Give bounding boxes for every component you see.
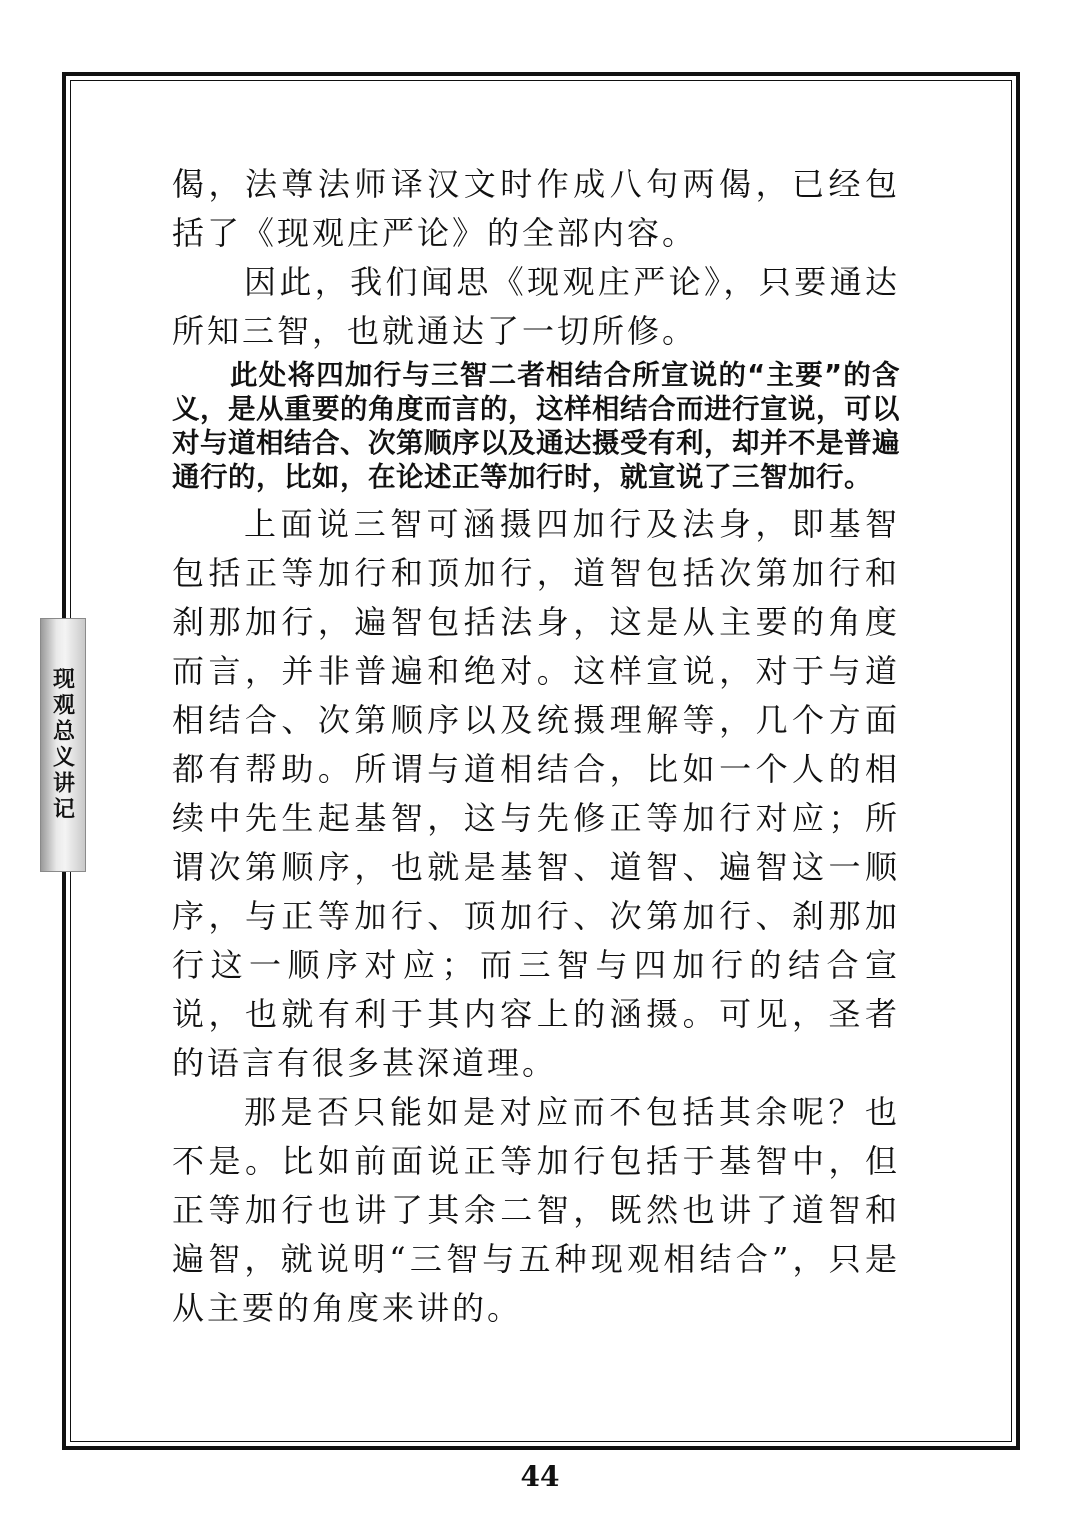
page-number: 44 xyxy=(520,1460,560,1493)
side-tab xyxy=(40,618,86,872)
main-text xyxy=(172,160,900,1333)
paragraph-1: 偈，法尊法师译汉文时作成八句两偈，已经包括了《现观庄严论》的全部内容。 xyxy=(172,165,900,252)
annotation-note: 此处将四加行与三智二者相结合所宣说的“主要”的含义，是从重要的角度而言的，这样相结合而进行宣说，可以对与道相结合、次第顺序以及通达摄受有利，却并不是普遍通行的，比如，在论述正等加行时，就宣说了三智加行。 xyxy=(172,359,900,493)
paragraph-4: 那是否只能如是对应而不包括其余呢？也不是。比如前面说正等加行包括于基智中，但正等加行也讲了其余二智，既然也讲了道智和遍智，就说明“三智与五种现观相结合”，只是从主要的角度来讲的。 xyxy=(172,1093,900,1327)
paragraph-3: 上面说三智可涵摄四加行及法身，即基智包括正等加行和顶加行，道智包括次第加行和刹那加行，遍智包括法身，这是从主要的角度而言，并非普遍和绝对。这样宣说，对于与道相结合、次第顺序以及统摄理解等，几个方面都有帮助。所谓与道相结合，比如一个人的相续中先生起基智，这与先修正等加行对应；所谓次第顺序，也就是基智、道智、遍智这一顺序，与正等加行、顶加行、次第加行、刹那加行这一顺序对应；而三智与四加行的结合宣说，也就有利于其内容上的涵摄。可见，圣者的语言有很多甚深道理。 xyxy=(172,505,900,1082)
side-tab-title: 现观总义讲记 xyxy=(49,667,76,823)
paragraph-2: 因此，我们闻思《现观庄严论》，只要通达所知三智，也就通达了一切所修。 xyxy=(172,263,900,350)
